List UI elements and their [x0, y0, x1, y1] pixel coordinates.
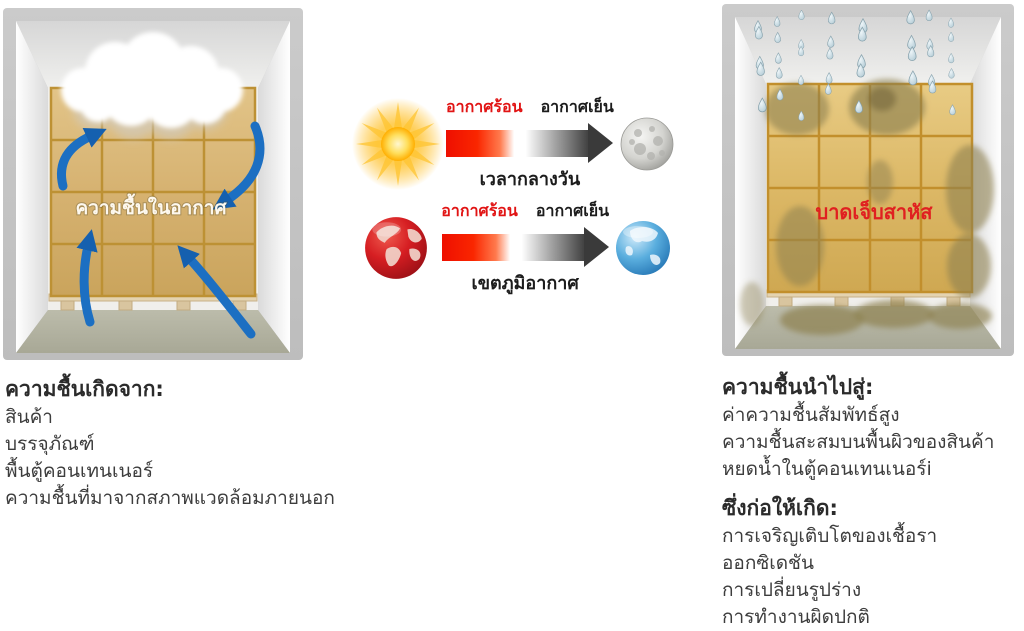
causes-item-3: พื้นตู้คอนเทนเนอร์	[5, 460, 154, 482]
sun-icon	[350, 96, 446, 192]
effects-item-3: หยดน้ำในตู้คอนเทนเนอร์i	[722, 458, 932, 480]
container-moisture-damage-art	[722, 4, 1014, 356]
cold-air-label: อากาศเย็น	[540, 97, 614, 116]
climate-zone-caption: เขตภูมิอากาศ	[471, 273, 579, 294]
container-moisture-damage	[722, 4, 1014, 356]
comparison-row-daytime	[350, 94, 672, 194]
container-ceiling	[735, 17, 1001, 84]
results-item-2: ออกซิเดชัน	[722, 552, 814, 574]
hot-air-label: อากาศร้อน	[446, 97, 523, 116]
cold-air-label: อากาศเย็น	[535, 201, 610, 220]
results-item-4: การทำงานผิดปกติ	[722, 606, 870, 628]
results-heading: ซึ่งก่อให้เกิด:	[722, 496, 838, 520]
causes-item-1: สินค้า	[5, 406, 53, 428]
hot-to-cold-gradient-arrow	[446, 123, 613, 163]
cold-globe-icon	[613, 217, 672, 279]
hot-globe-icon	[350, 200, 441, 296]
effects-item-2: ความชื้นสะสมบนพื้นผิวของสินค้า	[722, 431, 995, 453]
results-item-1: การเจริญเติบโตของเชื้อรา	[722, 525, 938, 547]
hot-air-label: อากาศร้อน	[441, 201, 518, 220]
left-container-label: ความชื้นในอากาศ	[75, 197, 227, 219]
gradient-arrow-head	[588, 123, 613, 163]
causes-heading: ความชื้นเกิดจาก:	[5, 377, 164, 401]
hot-cold-arrow-climate	[441, 199, 609, 297]
causes-item-2: บรรจุภัณฑ์	[5, 433, 95, 455]
effects-section	[722, 372, 1022, 631]
gradient-arrow-body	[442, 234, 584, 261]
daytime-caption: เวลากลางวัน	[479, 169, 581, 190]
container-moisture-source	[3, 8, 303, 360]
gradient-arrow-head	[584, 227, 609, 267]
container-moisture-source-art	[3, 8, 303, 360]
effects-item-1: ค่าความชื้นสัมพัทธ์สูง	[722, 404, 900, 426]
effects-heading: ความชื้นนำไปสู่:	[722, 375, 874, 399]
causes-item-4: ความชื้นที่มาจากสภาพแวดล้อมภายนอก	[5, 487, 335, 509]
hot-to-cold-gradient-arrow	[442, 227, 609, 267]
comparison-row-climate	[350, 198, 672, 298]
hot-cold-arrow-daytime	[446, 95, 614, 193]
right-container-label: บาดเจ็บสาหัส	[815, 200, 933, 224]
gradient-arrow-body	[446, 130, 588, 157]
causes-section	[5, 374, 525, 512]
results-item-3: การเปลี่ยนรูปร่าง	[722, 579, 862, 601]
moon-icon	[618, 113, 676, 175]
